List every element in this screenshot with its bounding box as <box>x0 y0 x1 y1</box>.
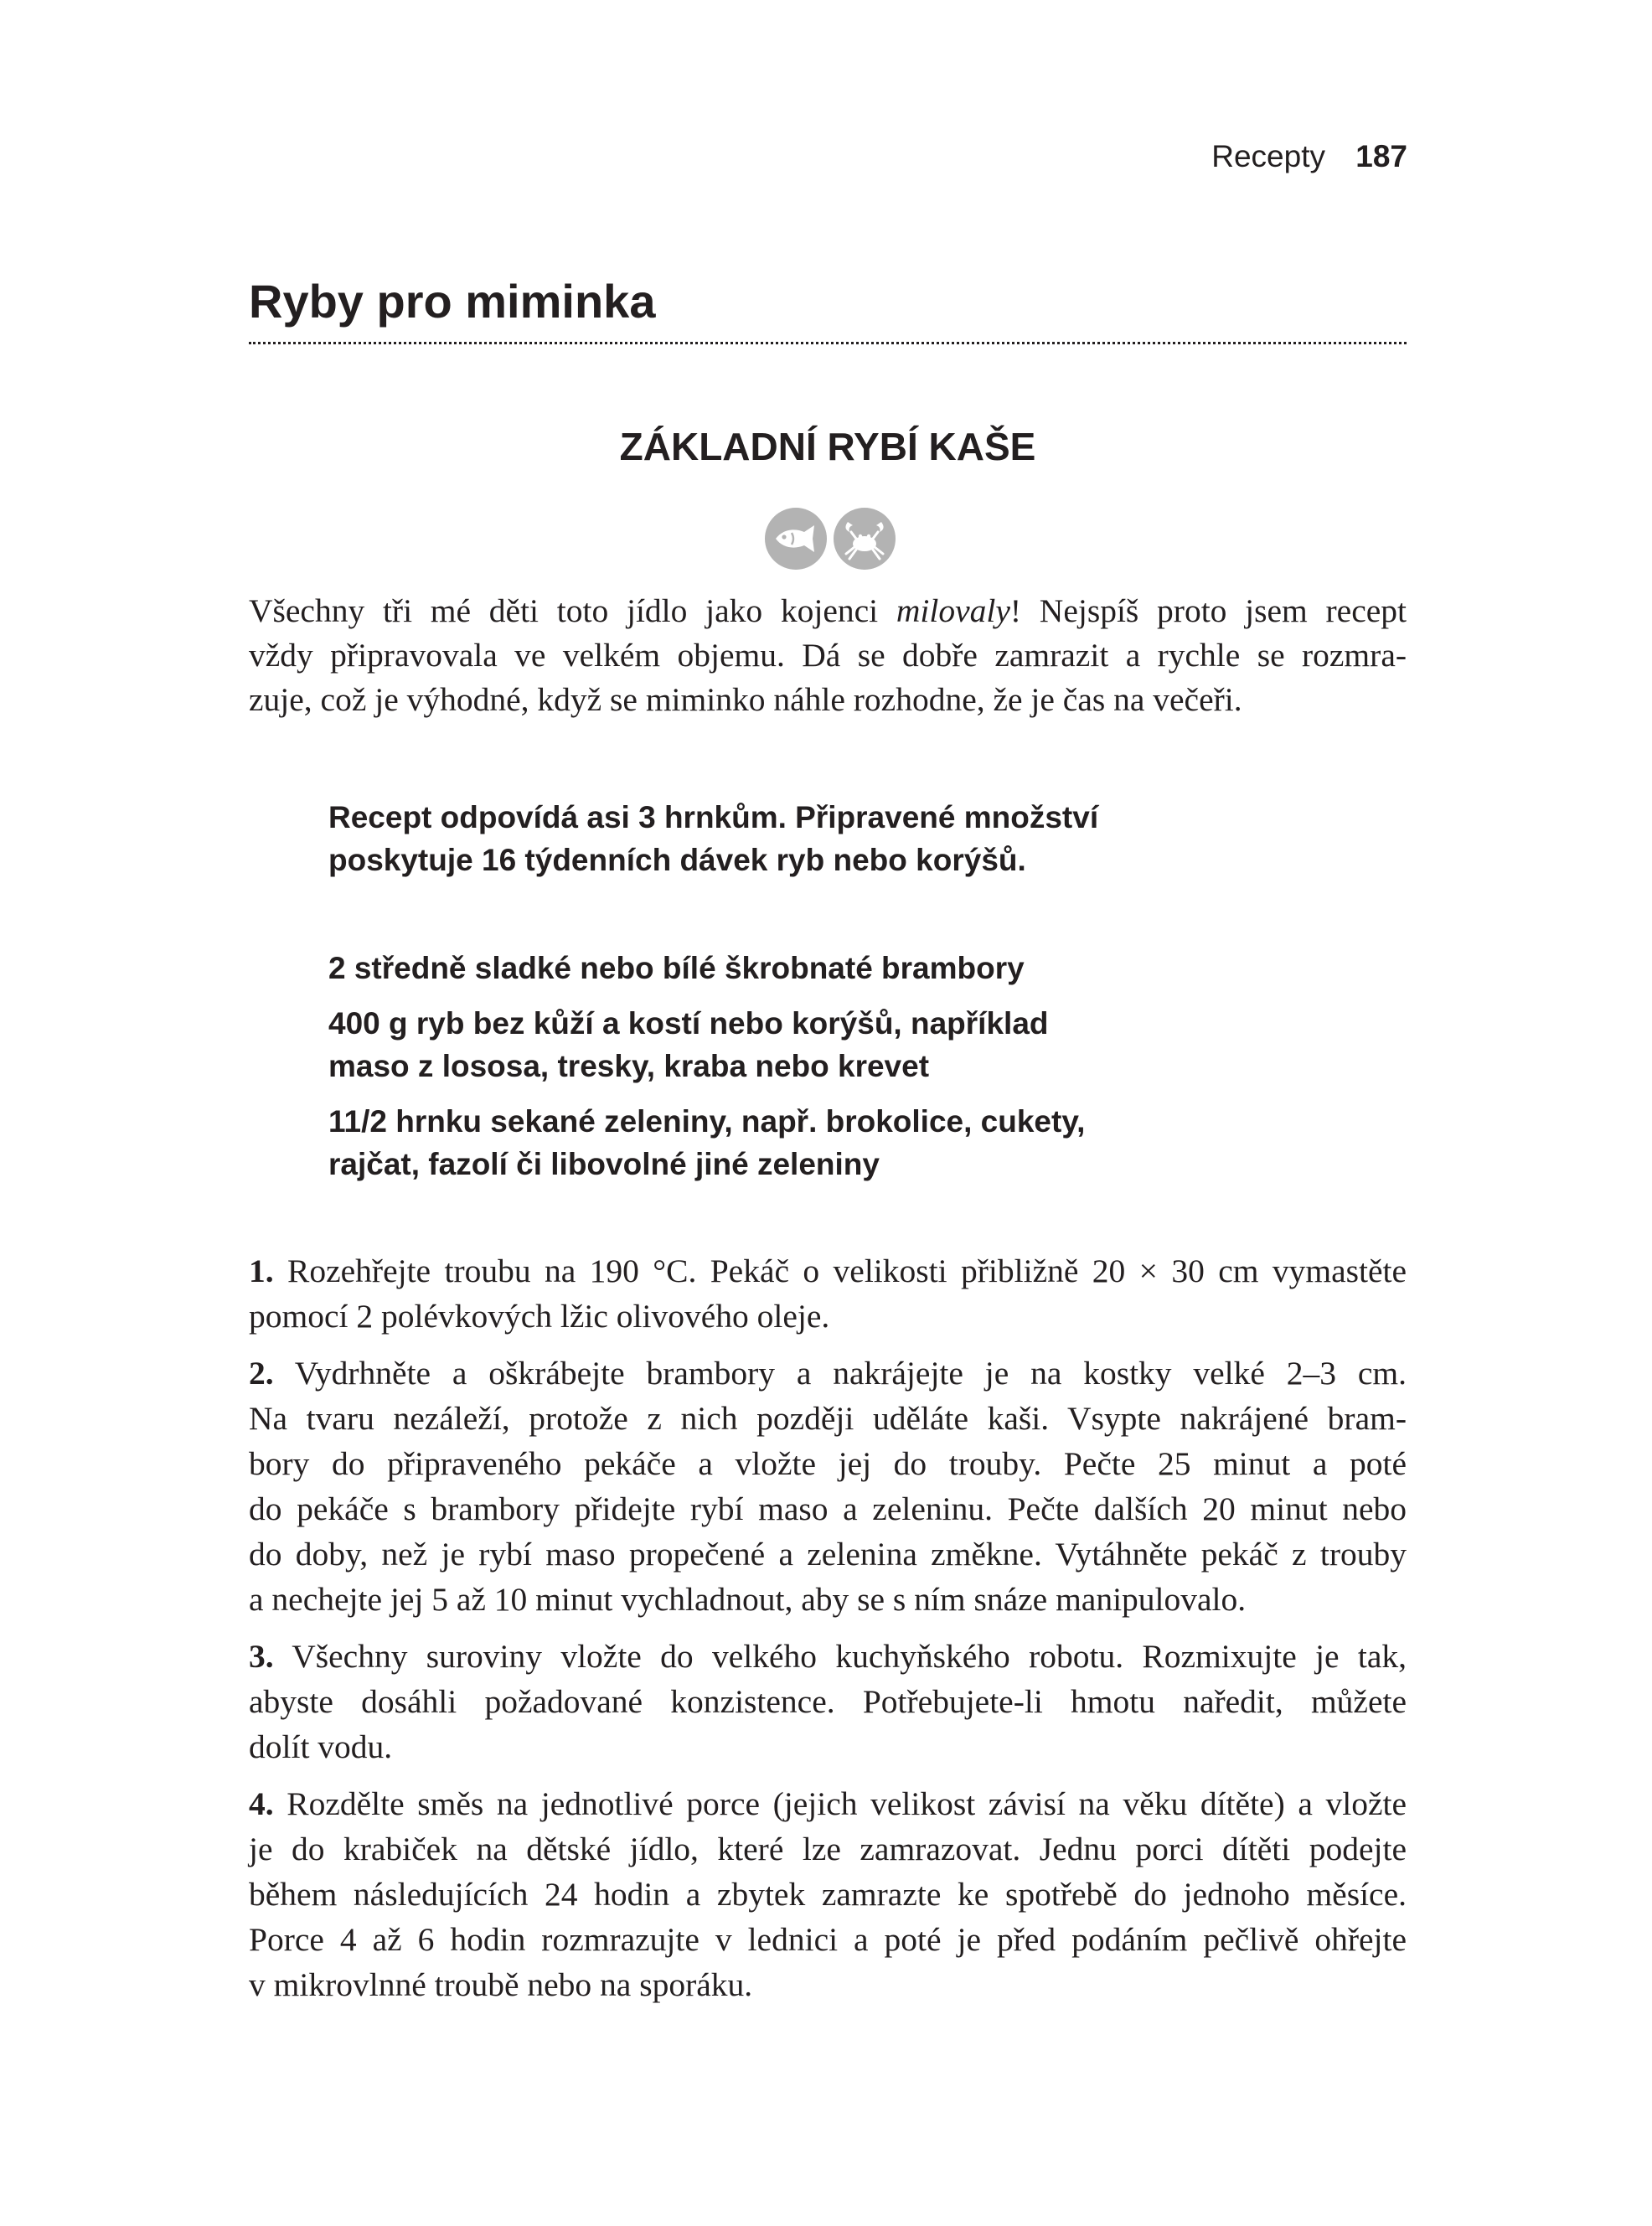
step-text: Vydrhněte a oškrábejte brambory a nakrájejte je na kostky velké 2–3 cm. <box>273 1355 1407 1392</box>
ingredient-line: 2 středně sladké nebo bílé škrobnaté brambory <box>328 951 1025 985</box>
intro-line <box>249 589 1407 633</box>
page-number: 187 <box>1355 139 1407 173</box>
step-text: Rozehřejte troubu na 190 °C. Pekáč o velikosti přibližně 20 × 30 cm vymastěte <box>273 1252 1407 1289</box>
step-line: abyste dosáhli požadované konzistence. Potřebujete-li hmotu naředit, můžete <box>249 1683 1407 1720</box>
step-1 <box>249 1248 1407 1339</box>
ingredient-line: maso z lososa, tresky, kraba nebo krevet <box>328 1049 930 1083</box>
step-text: Rozdělte směs na jednotlivé porce (jejich velikost závisí na věku dítěte) a vložte <box>273 1785 1407 1822</box>
step-text: Všechny suroviny vložte do velkého kuchyňského robotu. Rozmixujte je tak, <box>273 1638 1407 1675</box>
step-number: 4. <box>249 1785 274 1822</box>
ingredient-line: 11/2 hrnku sekané zeleniny, např. brokolice, cukety, <box>328 1104 1086 1139</box>
ingredient-list <box>328 947 1250 1198</box>
step-line: do doby, než je rybí maso propečené a zelenina změkne. Vytáhněte pekáč z trouby <box>249 1536 1407 1573</box>
step-line: a nechejte jej 5 až 10 minut vychladnout, aby se s ním snáze manipulovalo. <box>249 1581 1247 1618</box>
recipe-title: ZÁKLADNÍ RYBÍ KAŠE <box>619 425 1036 468</box>
step-line: Porce 4 až 6 hodin rozmrazujte v lednici a poté je před podáním pečlivě ohřejte <box>249 1921 1407 1958</box>
intro-text: ! Nejspíš proto jsem recept <box>1009 592 1407 629</box>
step-line <box>249 1634 1407 1679</box>
running-head-title: Recepty <box>1211 139 1325 173</box>
step-3 <box>249 1634 1407 1769</box>
ingredient-item <box>328 1002 1250 1087</box>
step-line: v mikrovlnné troubě nebo na sporáku. <box>249 1966 753 2003</box>
step-4 <box>249 1781 1407 2007</box>
step-number: 3. <box>249 1638 274 1675</box>
step-line: Na tvaru nezáleží, protože z nich později uděláte kaši. Vsypte nakrájené bram- <box>249 1400 1407 1437</box>
step-line: dolít vodu. <box>249 1728 393 1765</box>
ingredient-line: rajčat, fazolí či libovolné jiné zeleniny <box>328 1147 880 1181</box>
yield-line: Recept odpovídá asi 3 hrnkům. Připravené množství <box>328 800 1099 834</box>
intro-text: Všechny tři mé děti toto jídlo jako kojenci <box>249 592 896 629</box>
fish-icon <box>764 507 828 571</box>
ingredient-item <box>328 947 1250 989</box>
recipe-intro <box>249 589 1407 722</box>
step-2 <box>249 1351 1407 1622</box>
diet-icons <box>764 507 898 572</box>
step-line <box>249 1781 1407 1826</box>
step-line: pomocí 2 polévkových lžic olivového oleje. <box>249 1298 830 1335</box>
yield-line: poskytuje 16 týdenních dávek ryb nebo korýšů. <box>328 843 1026 877</box>
intro-emphasis: milovaly <box>896 592 1010 629</box>
step-line: během následujících 24 hodin a zbytek zamrazte ke spotřebě do jednoho měsíce. <box>249 1876 1407 1913</box>
dotted-divider <box>249 342 1407 344</box>
section-title: Ryby pro miminka <box>249 275 656 328</box>
crab-icon <box>833 507 896 571</box>
step-line: je do krabiček na dětské jídlo, které lze zamrazovat. Jednu porci dítěti podejte <box>249 1831 1407 1867</box>
ingredient-item <box>328 1100 1250 1185</box>
running-head <box>1211 141 1407 172</box>
intro-line: vždy připravovala ve velkém objemu. Dá se dobře zamrazit a rychle se rozmra- <box>249 637 1407 674</box>
step-line: bory do připraveného pekáče a vložte jej do trouby. Pečte 25 minut a poté <box>249 1445 1407 1482</box>
ingredient-line: 400 g ryb bez kůží a kostí nebo korýšů, například <box>328 1006 1049 1041</box>
instruction-steps <box>249 1248 1407 2019</box>
recipe-yield <box>328 796 1250 881</box>
step-line <box>249 1351 1407 1396</box>
step-number: 2. <box>249 1355 274 1392</box>
step-line <box>249 1248 1407 1294</box>
intro-line: zuje, což je výhodné, když se miminko náhle rozhodne, že je čas na večeři. <box>249 681 1242 718</box>
step-line: do pekáče s brambory přidejte rybí maso a zeleninu. Pečte dalších 20 minut nebo <box>249 1490 1407 1527</box>
step-number: 1. <box>249 1252 274 1289</box>
